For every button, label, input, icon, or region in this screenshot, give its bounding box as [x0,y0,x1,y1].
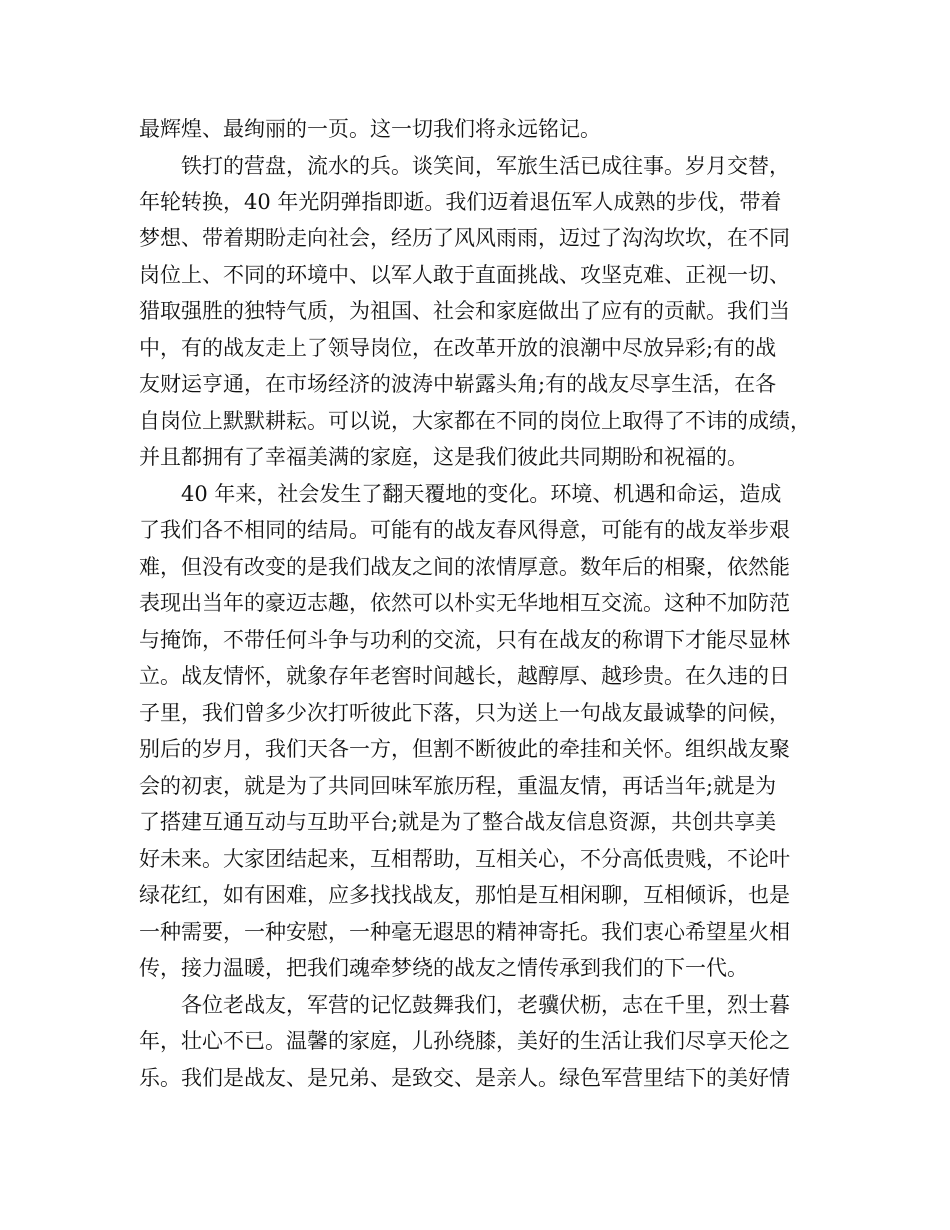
text-line: 立。战友情怀，就象存年老窖时间越长，越醇厚、越珍贵。在久违的日 [139,664,790,688]
text-line: 猎取强胜的独特气质，为祖国、社会和家庭做出了应有的贡献。我们当 [139,299,790,323]
text-line: 与掩饰，不带任何斗争与功利的交流，只有在战友的称谓下才能尽显林 [139,628,790,652]
text-line: 中，有的战友走上了领导岗位，在改革开放的浪潮中尽放异彩;有的战 [139,336,777,360]
text-line: 自岗位上默默耕耘。可以说，大家都在不同的岗位上取得了不讳的成绩， [139,409,811,433]
text-line: 了我们各不相同的结局。可能有的战友春风得意，可能有的战友举步艰 [139,518,790,542]
paragraph-first-line: 各位老战友，军营的记忆鼓舞我们，老骥伏枥，志在千里，烈士暮 [181,993,790,1017]
text-line: 友财运亨通，在市场经济的波涛中崭露头角;有的战友尽享生活，在各 [139,372,777,396]
text-line: 难，但没有改变的是我们战友之间的浓情厚意。数年后的相聚，依然能 [139,555,790,579]
text-line: 子里，我们曾多少次打听彼此下落，只为送上一句战友最诚挚的问候， [139,701,790,725]
text-line: 别后的岁月，我们天各一方，但割不断彼此的牵挂和关怀。组织战友聚 [139,737,790,761]
text-line: 最辉煌、最绚丽的一页。这一切我们将永远铭记。 [139,117,601,141]
text-line: 年，壮心不已。温馨的家庭，儿孙绕膝，美好的生活让我们尽享天伦之 [139,1029,790,1053]
text-line: 传，接力温暖，把我们魂牵梦绕的战友之情传承到我们的下一代。 [139,956,748,980]
text-line: 好未来。大家团结起来，互相帮助，互相关心，不分高低贵贱，不论叶 [139,847,790,871]
paragraph-first-line: 铁打的营盘，流水的兵。谈笑间，军旅生活已成往事。岁月交替， [181,154,790,178]
text-line: 并且都拥有了幸福美满的家庭，这是我们彼此共同期盼和祝福的。 [139,445,748,469]
text-line: 绿花红，如有困难，应多找找战友，那怕是互相闲聊，互相倾诉，也是 [139,883,790,907]
text-line: 乐。我们是战友、是兄弟、是致交、是亲人。绿色军营里结下的美好情 [139,1066,790,1090]
text-line: 岗位上、不同的环境中、以军人敢于直面挑战、攻坚克难、正视一切、 [139,263,790,287]
text-line: 年轮转换，40 年光阴弹指即逝。我们迈着退伍军人成熟的步伐，带着 [139,190,782,214]
text-line: 会的初衷，就是为了共同回味军旅历程，重温友情，再话当年;就是为 [139,774,777,798]
text-line: 梦想、带着期盼走向社会，经历了风风雨雨，迈过了沟沟坎坎，在不同 [139,226,790,250]
text-line: 一种需要，一种安慰，一种毫无遐思的精神寄托。我们衷心希望星火相 [139,920,790,944]
paragraph-first-line: 40 年来，社会发生了翻天覆地的变化。环境、机遇和命运，造成 [181,482,782,506]
text-line: 表现出当年的豪迈志趣，依然可以朴实无华地相互交流。这种不加防范 [139,591,790,615]
text-line: 了搭建互通互动与互助平台;就是为了整合战友信息资源，共创共享美 [139,810,777,834]
